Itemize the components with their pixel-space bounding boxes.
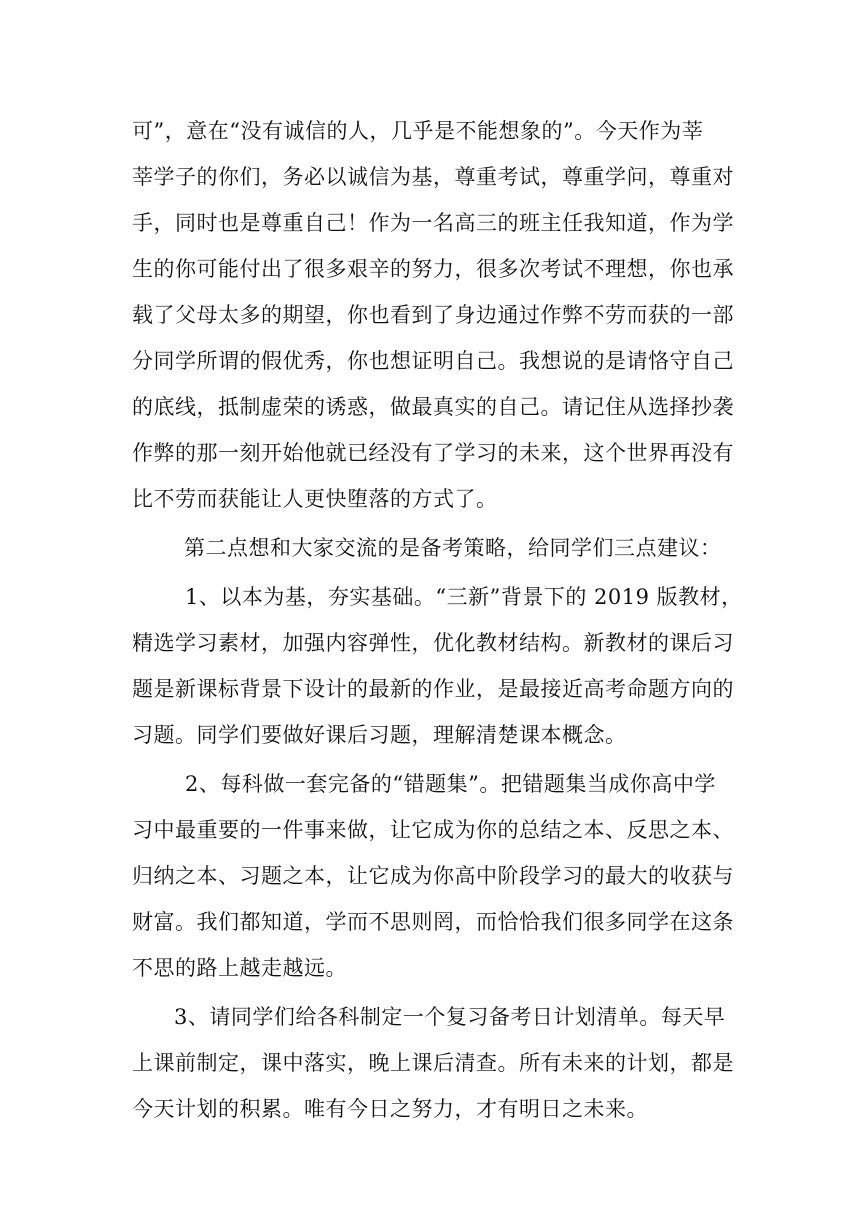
- text-line: 作弊的那一刻开始他就已经没有了学习的未来，这个世界再没有: [132, 441, 734, 465]
- text-line: 归纳之本、习题之本，让它成为你高中阶段学习的最大的收获与: [132, 864, 734, 888]
- text-line: 1、以本为基，夯实基础。“三新”背景下的 2019 版教材，: [185, 585, 743, 609]
- text-line: 习中最重要的一件事来做，让它成为你的总结之本、反思之本、: [132, 818, 734, 842]
- text-line: 今天计划的积累。唯有今日之努力，才有明日之未来。: [132, 1097, 648, 1121]
- paragraph-integrity: [132, 108, 732, 522]
- text-line: 第二点想和大家交流的是备考策略，给同学们三点建议：: [184, 536, 722, 560]
- paragraph-strategy-intro: [132, 525, 732, 571]
- text-line: 莘学子的你们，务必以诚信为基，尊重考试，尊重学问，尊重对: [132, 165, 734, 189]
- paragraph-suggestion-2: [132, 761, 732, 991]
- text-line: 不思的路上越走越远。: [132, 956, 347, 980]
- paragraph-suggestion-3: [132, 994, 732, 1132]
- text-line: 的底线，抵制虚荣的诱惑，做最真实的自己。请记住从选择抄袭: [132, 395, 734, 419]
- text-line: 习题。同学们要做好课后习题，理解清楚课本概念。: [132, 723, 627, 747]
- text-line: 比不劳而获能让人更快堕落的方式了。: [132, 487, 498, 511]
- text-line: 上课前制定，课中落实，晚上课后清查。所有未来的计划，都是: [132, 1051, 734, 1075]
- text-line: 3、请同学们给各科制定一个复习备考日计划清单。每天早: [174, 1005, 726, 1029]
- text-line: 载了父母太多的期望，你也看到了身边通过作弊不劳而获的一部: [132, 303, 734, 327]
- text-line: 2、每科做一套完备的“错题集”。把错题集当成你高中学: [185, 772, 716, 796]
- text-line: 精选学习素材，加强内容弹性，优化教材结构。新教材的课后习: [132, 631, 734, 655]
- text-line: 手，同时也是尊重自己！作为一名高三的班主任我知道，作为学: [132, 211, 734, 235]
- text-line: 题是新课标背景下设计的最新的作业，是最接近高考命题方向的: [132, 677, 734, 701]
- document-body: [132, 108, 743, 1132]
- text-line: 生的你可能付出了很多艰辛的努力，很多次考试不理想，你也承: [132, 257, 734, 281]
- text-line: 财富。我们都知道，学而不思则罔，而恰恰我们很多同学在这条: [132, 910, 734, 934]
- text-line: 分同学所谓的假优秀，你也想证明自己。我想说的是请恪守自己: [132, 349, 734, 373]
- paragraph-suggestion-1: [132, 574, 743, 758]
- text-line: 可”，意在“没有诚信的人，几乎是不能想象的”。今天作为莘: [132, 119, 704, 143]
